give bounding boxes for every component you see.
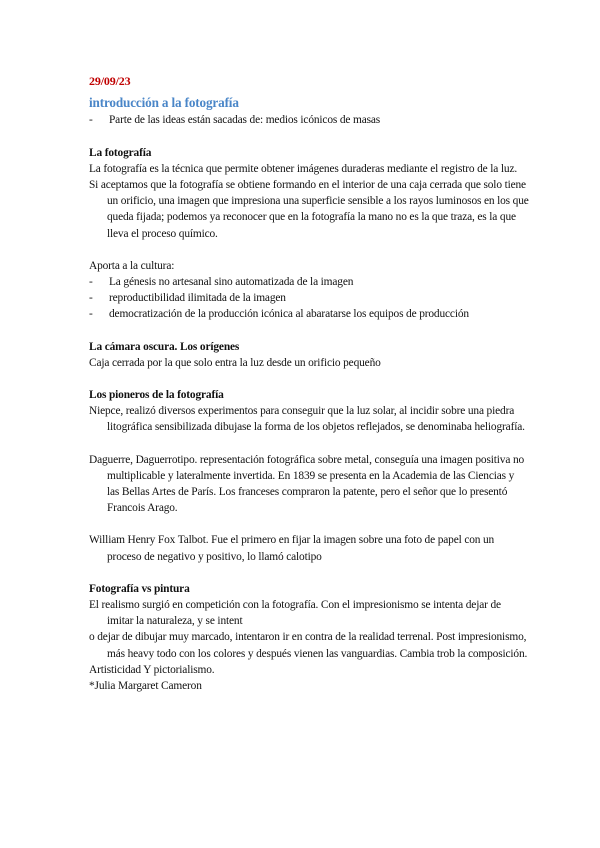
list-item <box>89 290 529 306</box>
list-item <box>89 274 529 290</box>
aporta-label: Aporta a la cultura: <box>89 259 175 272</box>
intro-list <box>89 112 529 128</box>
list-item-text: reproductibilidad ilimitada de la imagen <box>109 292 286 305</box>
section-heading-fotografia: La fotografía <box>89 146 152 159</box>
list-item-text: La génesis no artesanal sino automatizada de la imagen <box>109 276 354 289</box>
dash-bullet: - <box>89 114 93 127</box>
section-heading-camara: La cámara oscura. Los orígenes <box>89 340 240 353</box>
list-item-text: Parte de las ideas están sacadas de: medios icónicos de masas <box>109 114 381 127</box>
paragraph: Caja cerrada por la que solo entra la luz desde un orificio pequeño <box>89 356 381 369</box>
list-item <box>89 306 529 322</box>
paragraph: o dejar de dibujar muy marcado, intentaron ir en contra de la realidad terrenal. Post impresionismo, más heavy todo con los colores y después vienen las vanguardias. Cambia trob la composición. <box>89 631 528 660</box>
list-item <box>89 112 529 128</box>
paragraph: Artisticidad Y pictorialismo. <box>89 663 215 676</box>
paragraph: Si aceptamos que la fotografía se obtiene formando en el interior de una caja cerrada que solo tiene un orificio, una imagen que impresiona una superficie sensible a los rayos luminosos en los que queda fijada; podemos ya reconocer que en la fotografía la mano no es la que traza, es la que lleva el proceso químico. <box>89 179 529 240</box>
paragraph-niepce: Niepce, realizó diversos experimentos para conseguir que la luz solar, al incidir sobre una piedra litográfica sensibilizada dibujase la forma de los objetos reflejados, se denominaba heliografía. <box>89 405 525 434</box>
list-item-text: democratización de la producción icónica al abaratarse los equipos de producción <box>109 308 469 321</box>
dash-bullet: - <box>89 308 93 321</box>
paragraph: La fotografía es la técnica que permite obtener imágenes duraderas mediante el registro de la luz. <box>89 162 518 175</box>
paragraph-talbot: William Henry Fox Talbot. Fue el primero en fijar la imagen sobre una foto de papel con un proceso de negativo y positivo, lo llamó calotipo <box>89 534 495 563</box>
paragraph: *Julia Margaret Cameron <box>89 680 202 693</box>
document-content <box>89 73 529 694</box>
aporta-list <box>89 274 529 323</box>
dash-bullet: - <box>89 276 93 289</box>
paragraph: El realismo surgió en competición con la fotografía. Con el impresionismo se intenta dejar de imitar la naturaleza, y se intent <box>89 599 501 628</box>
dash-bullet: - <box>89 292 93 305</box>
date: 29/09/23 <box>89 74 131 88</box>
page-title: introducción a la fotografía <box>89 95 239 111</box>
section-heading-pintura: Fotografía vs pintura <box>89 582 190 595</box>
section-heading-pioneros: Los pioneros de la fotografía <box>89 389 224 402</box>
paragraph-daguerre: Daguerre, Daguerrotipo. representación fotográfica sobre metal, conseguía una imagen positiva no multiplicable y lateralmente invertida. En 1839 se presenta en la Academia de las Ciencias y las Bellas Artes de París. Los franceses compraron la patente, pero el señor que lo presentó Francois Arago. <box>89 453 525 515</box>
